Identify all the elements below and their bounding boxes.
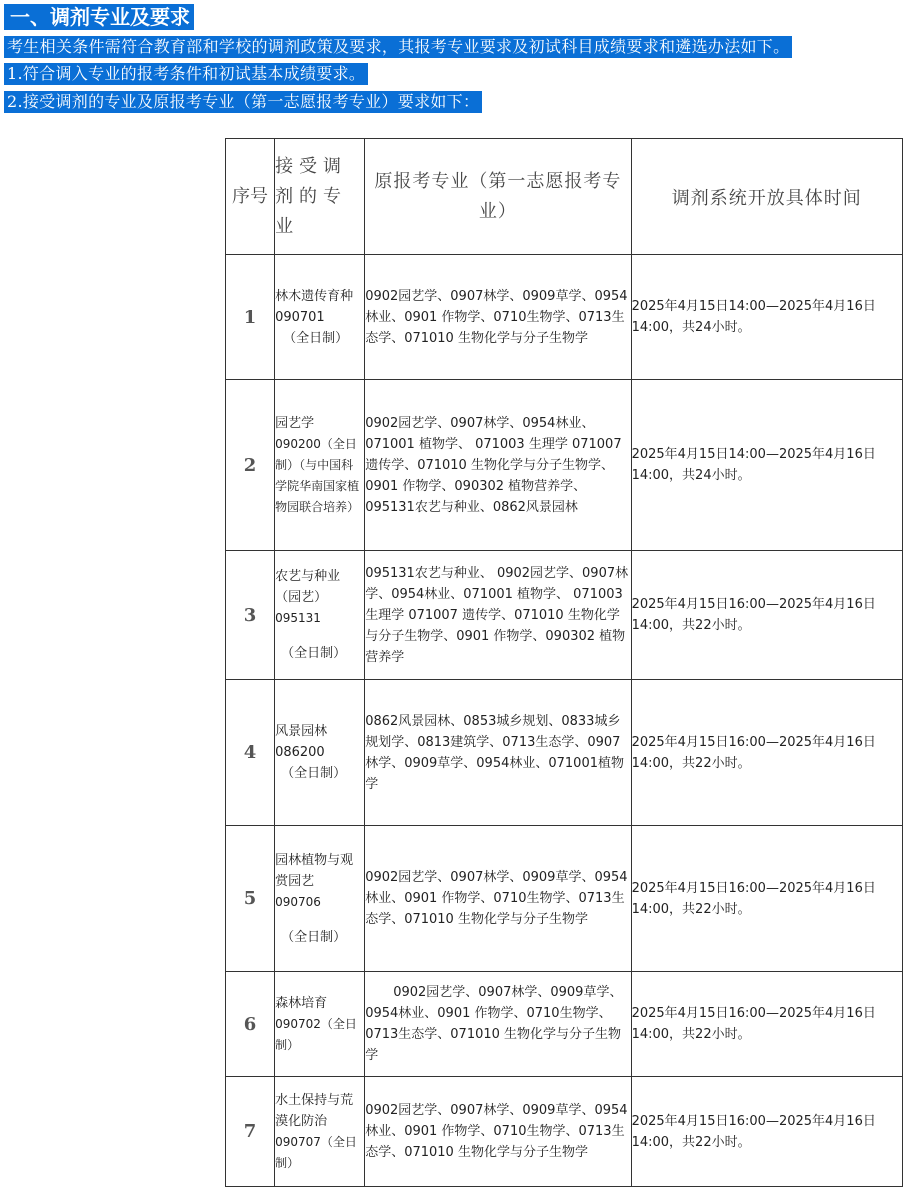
original-majors: 0902园艺学、0907林学、0909草学、0954林业、0901 作物学、0710生物学、0713生态学、071010 生物化学与分子生物学 [365,1077,631,1187]
open-time: 2025年4月15日16:00—2025年4月16日14:00，共22小时。 [631,680,902,826]
row-number: 7 [226,1077,275,1187]
row-number: 6 [226,972,275,1077]
table-row [226,551,903,680]
open-time: 2025年4月15日14:00—2025年4月16日14:00，共24小时。 [631,380,902,551]
open-time: 2025年4月15日14:00—2025年4月16日14:00，共24小时。 [631,255,902,380]
major-mode: （全日制） [281,929,347,945]
open-time: 2025年4月15日16:00—2025年4月16日14:00，共22小时。 [631,1077,902,1187]
major-name: 园艺学 [275,415,315,431]
original-majors: 0902园艺学、0907林学、0909草学、0954林业、0901 作物学、0710生物学、0713生态学、071010 生物化学与分子生物学 [365,255,631,380]
major-code: 090200（全日制）（与中国科学院华南国家植物园联合培养） [275,436,360,514]
row-number: 5 [226,826,275,972]
table-row [226,255,903,380]
header-major: 接受调剂的专业 [275,139,365,255]
original-majors: 0902园艺学、0907林学、0909草学、0954林业、0901 作物学、0710生物学、0713生态学、071010 生物化学与分子生物学 [365,826,631,972]
major-mode: （全日制） [281,766,347,781]
original-majors: 0862风景园林、0853城乡规划、0833城乡规划学、0813建筑学、0713生态学、0907林学、0909草学、0954林业、071001植物学 [365,680,631,826]
major-cell [275,255,365,380]
major-cell [275,680,365,826]
major-mode: （全日制） [283,330,349,346]
table-row [226,380,903,551]
open-time: 2025年4月15日16:00—2025年4月16日14:00，共22小时。 [631,826,902,972]
original-majors: 0902园艺学、0907林学、0954林业、071001 植物学、 071003 生理学 071007 遗传学、071010 生物化学与分子生物学、0901 作物学、090302 植物营养学、095131农艺与种业、0862风景园林 [365,380,631,551]
original-majors: 095131农艺与种业、 0902园艺学、0907林学、0954林业、071001 植物学、 071003 生理学 071007 遗传学、071010 生物化学与分子生物学、0901 作物学、090302 植物营养学 [365,551,631,680]
header-time: 调剂系统开放具体时间 [631,139,902,255]
major-code: 095131 [275,611,321,625]
major-name: 森林培育 [275,995,328,1011]
open-time: 2025年4月15日16:00—2025年4月16日14:00，共22小时。 [631,972,902,1077]
table-row [226,680,903,826]
table-row [226,1077,903,1187]
major-code: 090707（全日制） [275,1134,357,1170]
major-cell [275,972,365,1077]
intro-text: 考生相关条件需符合教育部和学校的调剂政策及要求，其报考专业要求及初试科目成绩要求和遴选办法如下。 [4,36,792,58]
requirement-point-1: 1.符合调入专业的报考条件和初试基本成绩要求。 [4,63,368,85]
major-cell [275,826,365,972]
row-number: 2 [226,380,275,551]
transfer-majors-table [225,138,903,1187]
header-no: 序号 [226,139,275,255]
major-name: 园林植物与观赏园艺 [275,852,354,889]
major-name: 水土保持与荒漠化防治 [275,1092,354,1129]
row-number: 1 [226,255,275,380]
major-mode: （全日制） [281,646,347,661]
major-name: 农艺与种业（园艺） [275,569,341,605]
major-code: 090702（全日制） [275,1016,357,1052]
header-original: 原报考专业（第一志愿报考专业） [365,139,631,255]
table-header-row [226,139,903,255]
row-number: 4 [226,680,275,826]
table-row [226,826,903,972]
major-name: 林木遗传育种090701 [275,288,354,325]
row-number: 3 [226,551,275,680]
open-time: 2025年4月15日16:00—2025年4月16日14:00，共22小时。 [631,551,902,680]
major-code: 090706 [275,894,321,909]
major-name: 风景园林086200 [275,724,328,760]
major-cell [275,1077,365,1187]
major-cell [275,551,365,680]
section-heading: 一、调剂专业及要求 [4,4,194,30]
original-majors: 0902园艺学、0907林学、0909草学、0954林业、0901 作物学、0710生物学、0713生态学、071010 生物化学与分子生物学 [365,972,631,1077]
table-row [226,972,903,1077]
requirement-point-2: 2.接受调剂的专业及原报考专业（第一志愿报考专业）要求如下： [4,91,482,113]
major-cell [275,380,365,551]
